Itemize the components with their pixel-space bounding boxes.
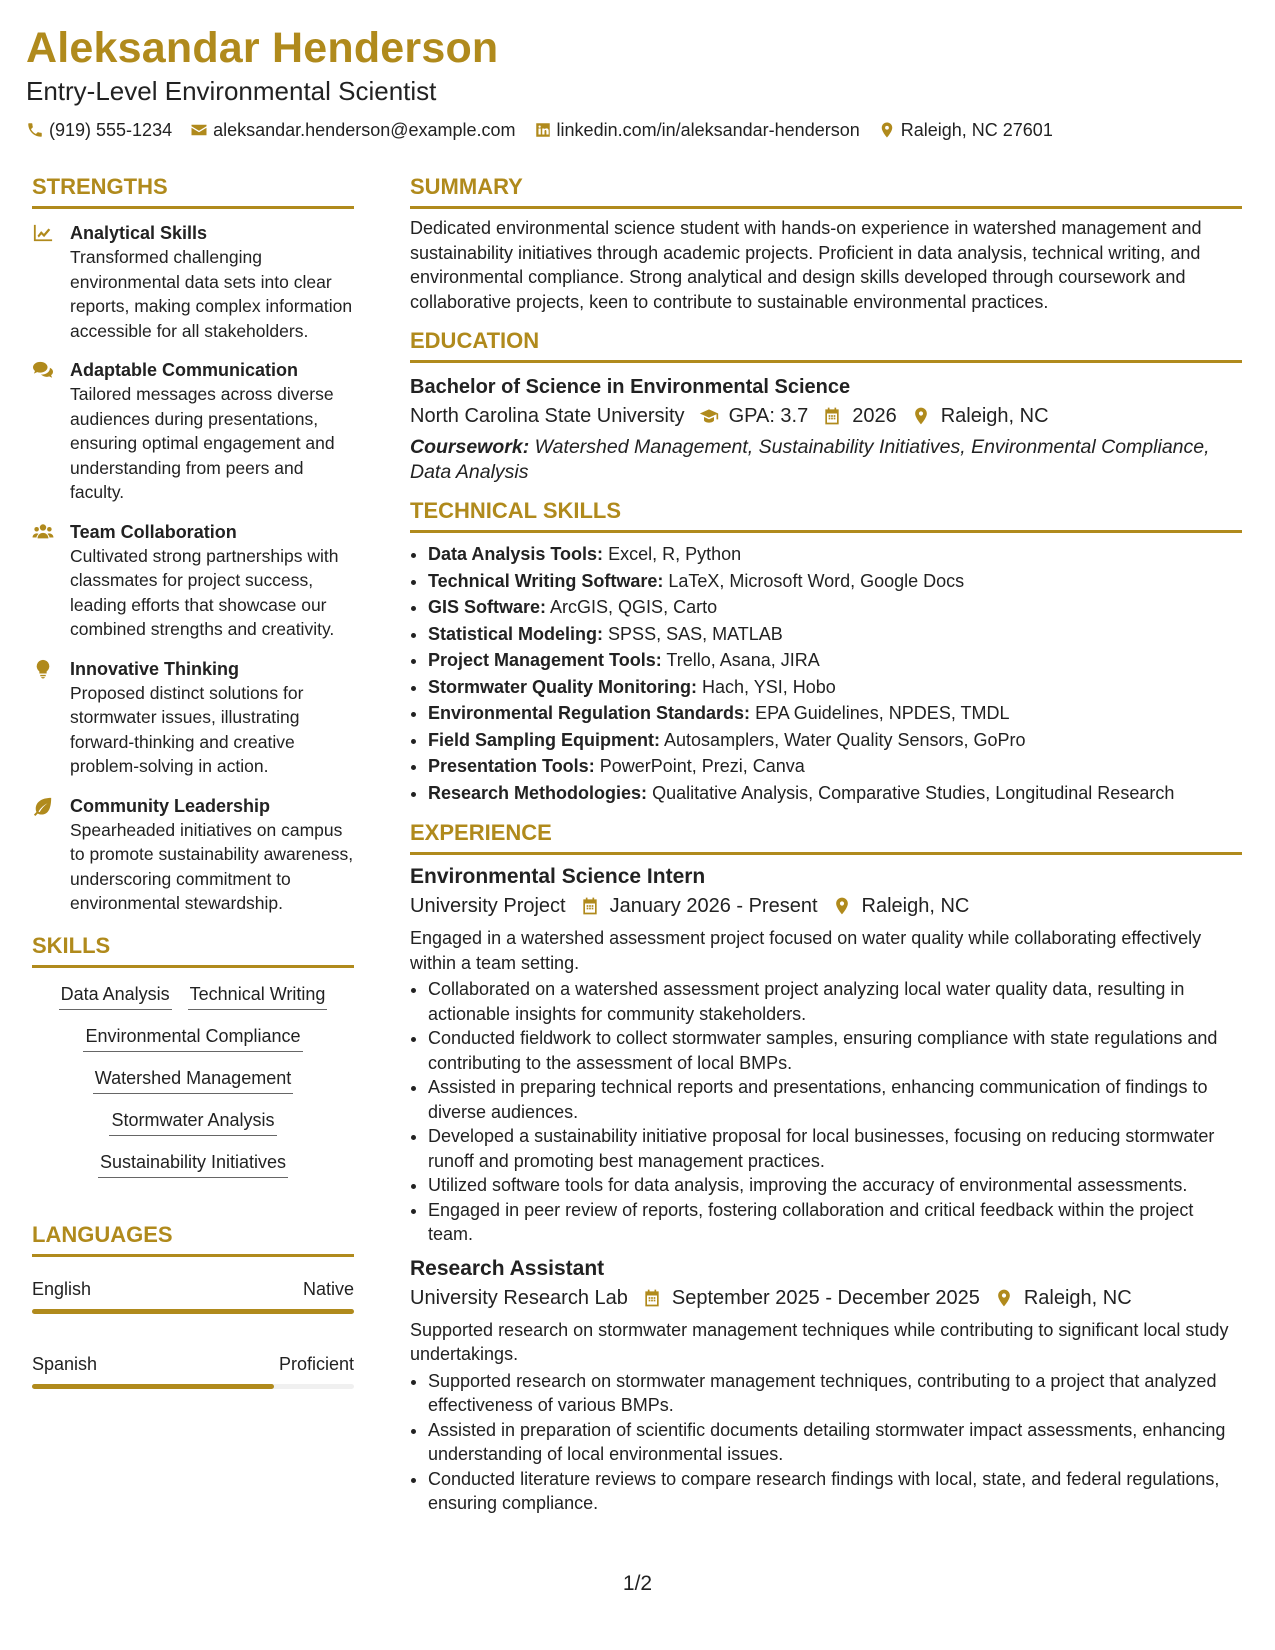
strength-item bbox=[32, 794, 354, 916]
map-pin-icon bbox=[911, 406, 931, 426]
school-name: North Carolina State University bbox=[410, 405, 685, 427]
summary-text: Dedicated environmental science student with hands-on experience in watershed management and sustainability initiatives through academic projects. Proficient in data analysis, technical writing, and environmental compliance. Strong analytical and design skills developed through coursework and collaborative projects, keen to contribute to sustainable environmental practices. bbox=[410, 218, 1202, 312]
contact-info bbox=[26, 118, 1246, 142]
section-title-experience: EXPERIENCE bbox=[410, 820, 552, 845]
section-divider bbox=[32, 206, 354, 209]
section-title-education: EDUCATION bbox=[410, 328, 540, 353]
lightbulb-icon bbox=[32, 659, 54, 679]
list-item: • Engaged in peer review of reports, fostering collaboration and critical feedback within the project team. bbox=[428, 1198, 1242, 1247]
degree-title: Bachelor of Science in Environmental Science bbox=[410, 376, 851, 398]
skills-list bbox=[32, 982, 354, 1178]
strengths-list bbox=[32, 221, 354, 916]
coursework bbox=[410, 435, 1242, 484]
phone-text: (919) 555-1234 bbox=[49, 120, 173, 140]
section-title-summary: SUMMARY bbox=[410, 174, 523, 199]
experience-meta bbox=[410, 891, 1242, 921]
list-item: • Statistical Modeling: SPSS, SAS, MATLAB bbox=[428, 621, 1242, 648]
experience-org: University Research Lab bbox=[410, 1286, 628, 1309]
section-divider bbox=[32, 965, 354, 968]
list-item: • Data Analysis Tools: Excel, R, Python bbox=[428, 541, 1242, 568]
contact-phone[interactable] bbox=[26, 118, 172, 142]
list-item: • Utilized software tools for data analysis, improving the accuracy of environmental assessments. bbox=[428, 1173, 1242, 1198]
language-row bbox=[32, 1352, 354, 1376]
experience-bullets bbox=[410, 977, 1242, 1247]
experience-description: Supported research on stormwater management techniques while contributing to significant local study undertakings. bbox=[410, 1319, 1229, 1364]
experience-title: Environmental Science Intern bbox=[410, 865, 706, 888]
location-text: Raleigh, NC 27601 bbox=[900, 120, 1053, 140]
users-icon bbox=[32, 522, 54, 542]
experience-description: Engaged in a watershed assessment project focused on water quality while collaborating effectively within a team setting. bbox=[410, 928, 1202, 973]
strength-name: Team Collaboration bbox=[70, 521, 237, 542]
left-column bbox=[32, 172, 354, 1427]
experience-org: University Project bbox=[410, 895, 566, 917]
resume-header bbox=[26, 22, 1246, 142]
section-title-languages: LANGUAGES bbox=[32, 1221, 173, 1247]
comments-icon bbox=[32, 360, 54, 380]
experience-dates: September 2025 - December 2025 bbox=[671, 1286, 980, 1309]
section-divider bbox=[410, 530, 1242, 533]
experience-bullets bbox=[410, 1369, 1242, 1516]
strength-desc: Spearheaded initiatives on campus to promote sustainability awareness, underscoring commitment to environmental stewardship. bbox=[70, 819, 354, 913]
gpa-text: GPA: 3.7 bbox=[728, 405, 809, 427]
language-name: English bbox=[32, 1278, 92, 1299]
list-item: • Research Methodologies: Qualitative Analysis, Comparative Studies, Longitudinal Research bbox=[428, 780, 1242, 807]
strength-desc: Transformed challenging environmental data sets into clear reports, making complex information accessible for all stakeholders. bbox=[70, 247, 353, 341]
strength-item bbox=[32, 520, 354, 642]
right-column bbox=[410, 172, 1242, 1516]
list-item: • Stormwater Quality Monitoring: Hach, YSI, Hobo bbox=[428, 674, 1242, 701]
strength-desc: Cultivated strong partnerships with classmates for project success, leading efforts that showcase our combined strengths and creativity. bbox=[70, 545, 339, 639]
strength-name: Community Leadership bbox=[70, 795, 271, 816]
education-meta bbox=[410, 401, 1242, 431]
graduation-cap-icon bbox=[699, 406, 719, 426]
experience-title: Research Assistant bbox=[410, 1256, 605, 1280]
strength-name: Innovative Thinking bbox=[70, 658, 240, 679]
linkedin-text: linkedin.com/in/aleksandar-henderson bbox=[556, 120, 860, 140]
strength-name: Adaptable Communication bbox=[70, 360, 299, 380]
languages-list bbox=[32, 1277, 354, 1389]
strength-item bbox=[32, 221, 354, 343]
envelope-icon bbox=[190, 121, 208, 139]
list-item: • Assisted in preparing technical reports and presentations, enhancing communication of findings to diverse audiences. bbox=[428, 1075, 1242, 1124]
map-pin-icon bbox=[832, 896, 852, 916]
list-item: • Technical Writing Software: LaTeX, Microsoft Word, Google Docs bbox=[428, 568, 1242, 595]
experience-meta bbox=[410, 1283, 1242, 1313]
skill-tag: Environmental Compliance bbox=[83, 1024, 302, 1052]
list-item: • Project Management Tools: Trello, Asana, JIRA bbox=[428, 647, 1242, 674]
contact-email[interactable] bbox=[190, 118, 515, 142]
list-item: • Collaborated on a watershed assessment project analyzing local water quality data, resulting in actionable insights for community stakeholders. bbox=[428, 977, 1242, 1026]
section-title-technical-skills: TECHNICAL SKILLS bbox=[410, 498, 622, 523]
strength-desc: Tailored messages across diverse audiences during presentations, ensuring optimal engagement and understanding from peers and faculty. bbox=[70, 384, 335, 502]
list-item: • GIS Software: ArcGIS, QGIS, Carto bbox=[428, 594, 1242, 621]
section-divider bbox=[410, 206, 1242, 209]
technical-skills-list bbox=[410, 541, 1242, 806]
section-title-strengths: STRENGTHS bbox=[32, 174, 168, 199]
section-divider bbox=[32, 1254, 354, 1257]
phone-icon bbox=[26, 121, 44, 139]
skill-tag: Technical Writing bbox=[188, 982, 328, 1010]
language-row bbox=[32, 1277, 354, 1301]
candidate-name: Aleksandar Henderson bbox=[26, 24, 499, 72]
skill-tag: Sustainability Initiatives bbox=[98, 1150, 288, 1178]
calendar-icon bbox=[642, 1288, 662, 1308]
language-level-fill bbox=[32, 1384, 274, 1389]
calendar-icon bbox=[580, 896, 600, 916]
list-item: • Conducted fieldwork to collect stormwater samples, ensuring compliance with state regulations and contributing to the assessment of local BMPs. bbox=[428, 1026, 1242, 1075]
language-level-fill bbox=[32, 1309, 354, 1314]
experience-location: Raleigh, NC bbox=[861, 895, 970, 917]
list-item: • Field Sampling Equipment: Autosamplers, Water Quality Sensors, GoPro bbox=[428, 727, 1242, 754]
list-item: • Supported research on stormwater management techniques, contributing to a project that analyzed effectiveness of various BMPs. bbox=[428, 1369, 1242, 1418]
chart-line-icon bbox=[32, 223, 54, 243]
contact-location bbox=[878, 118, 1053, 142]
list-item: • Assisted in preparation of scientific documents detailing stormwater impact assessments, enhancing understanding of local environmental issues. bbox=[428, 1418, 1242, 1467]
strength-item bbox=[32, 657, 354, 779]
coursework-label: Coursework: bbox=[410, 436, 530, 458]
list-item: • Environmental Regulation Standards: EPA Guidelines, NPDES, TMDL bbox=[428, 700, 1242, 727]
experience-dates: January 2026 - Present bbox=[609, 895, 818, 917]
map-pin-icon bbox=[878, 121, 896, 139]
job-title-headline: Entry-Level Environmental Scientist bbox=[26, 76, 437, 106]
list-item: • Presentation Tools: PowerPoint, Prezi, Canva bbox=[428, 753, 1242, 780]
strength-name: Analytical Skills bbox=[70, 223, 208, 243]
language-level: Proficient bbox=[278, 1353, 354, 1374]
language-level: Native bbox=[302, 1278, 354, 1299]
language-name: Spanish bbox=[32, 1353, 98, 1374]
page-number: 1/2 bbox=[622, 1572, 653, 1595]
skill-tag: Stormwater Analysis bbox=[109, 1108, 276, 1136]
section-title-skills: SKILLS bbox=[32, 932, 111, 958]
section-divider bbox=[410, 852, 1242, 855]
experience-location: Raleigh, NC bbox=[1023, 1286, 1132, 1309]
list-item: • Developed a sustainability initiative proposal for local businesses, focusing on reducing stormwater runoff and promoting best management practices. bbox=[428, 1124, 1242, 1173]
calendar-icon bbox=[822, 406, 842, 426]
strength-desc: Proposed distinct solutions for stormwater issues, illustrating forward-thinking and creative problem-solving in action. bbox=[70, 682, 304, 776]
contact-linkedin[interactable] bbox=[534, 118, 860, 142]
strength-item bbox=[32, 358, 354, 505]
email-text: aleksandar.henderson@example.com bbox=[213, 120, 516, 140]
linkedin-icon bbox=[534, 121, 552, 139]
section-divider bbox=[410, 360, 1242, 363]
language-level-bar bbox=[32, 1384, 354, 1389]
experience-entry bbox=[410, 863, 1242, 1247]
experience-entry bbox=[410, 1255, 1242, 1516]
graduation-year: 2026 bbox=[852, 405, 897, 427]
leaf-icon bbox=[32, 796, 54, 816]
skill-tag: Data Analysis bbox=[59, 982, 172, 1010]
list-item: • Conducted literature reviews to compare research findings with local, state, and federal regulations, ensuring compliance. bbox=[428, 1467, 1242, 1516]
map-pin-icon bbox=[994, 1288, 1014, 1308]
education-location: Raleigh, NC bbox=[940, 405, 1049, 427]
language-level-bar bbox=[32, 1309, 354, 1314]
skill-tag: Watershed Management bbox=[93, 1066, 293, 1094]
coursework-list: Watershed Management, Sustainability Initiatives, Environmental Compliance, Data Analysis bbox=[410, 436, 1210, 483]
